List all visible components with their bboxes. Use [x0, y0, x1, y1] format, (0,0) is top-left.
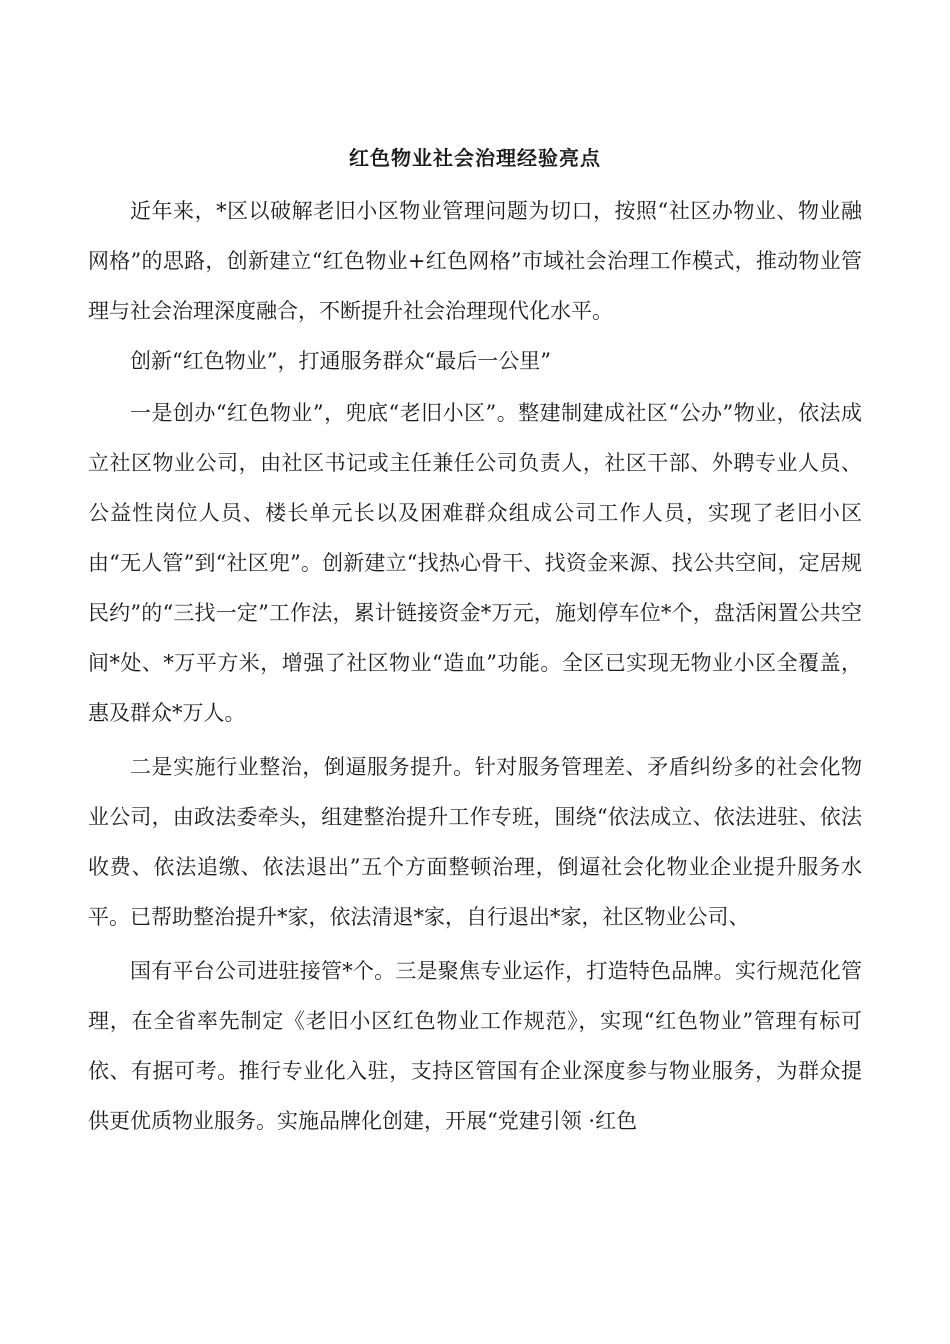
- paragraph-first-point: 一是创办“红色物业”，兜底“老旧小区”。整建制建成社区“公办”物业，依法成立社区物业公司，由社区书记或主任兼任公司负责人，社区干部、外聘专业人员、公益性岗位人员、楼长单元长以及困难群众组成公司工作人员，实现了老旧小区由“无人管”到“社区兜”。创新建立“找热心骨干、找资金来源、找公共空间，定居规民约”的“三找一定”工作法，累计链接资金*万元，施划停车位*个，盘活闲置公共空间*处、*万平方米，增强了社区物业“造血”功能。全区已实现无物业小区全覆盖，惠及群众*万人。: [88, 401, 862, 725]
- section-heading: 创新“红色物业”，打通服务群众“最后一公里”: [130, 349, 551, 373]
- paragraph-second-point: 二是实施行业整治，倒逼服务提升。针对服务管理差、矛盾纠纷多的社会化物业公司，由政法委牵头，组建整治提升工作专班，围绕“依法成立、依法进驻、依法收费、依法追缴、依法退出”五个方面整顿治理，倒逼社会化物业企业提升服务水平。已帮助整治提升*家，依法清退*家，自行退出*家，社区物业公司、: [88, 755, 862, 929]
- paragraph-third-point: 国有平台公司进驻接管*个。三是聚焦专业运作，打造特色品牌。实行规范化管理，在全省率先制定《老旧小区红色物业工作规范》，实现“红色物业”管理有标可依、有据可考。推行专业化入驻，支持区管国有企业深度参与物业服务，为群众提供更优质物业服务。实施品牌化创建，开展“党建引领 ·红色: [88, 959, 862, 1133]
- paragraph-intro: 近年来，*区以破解老旧小区物业管理问题为切口，按照“社区办物业、物业融网格”的思路，创新建立“红色物业+红色网格”市域社会治理工作模式，推动物业管理与社会治理深度融合，不断提升社会治理现代化水平。: [88, 199, 862, 323]
- document-title: 红色物业社会治理经验亮点: [349, 146, 601, 170]
- document-page: [88, 140, 862, 1146]
